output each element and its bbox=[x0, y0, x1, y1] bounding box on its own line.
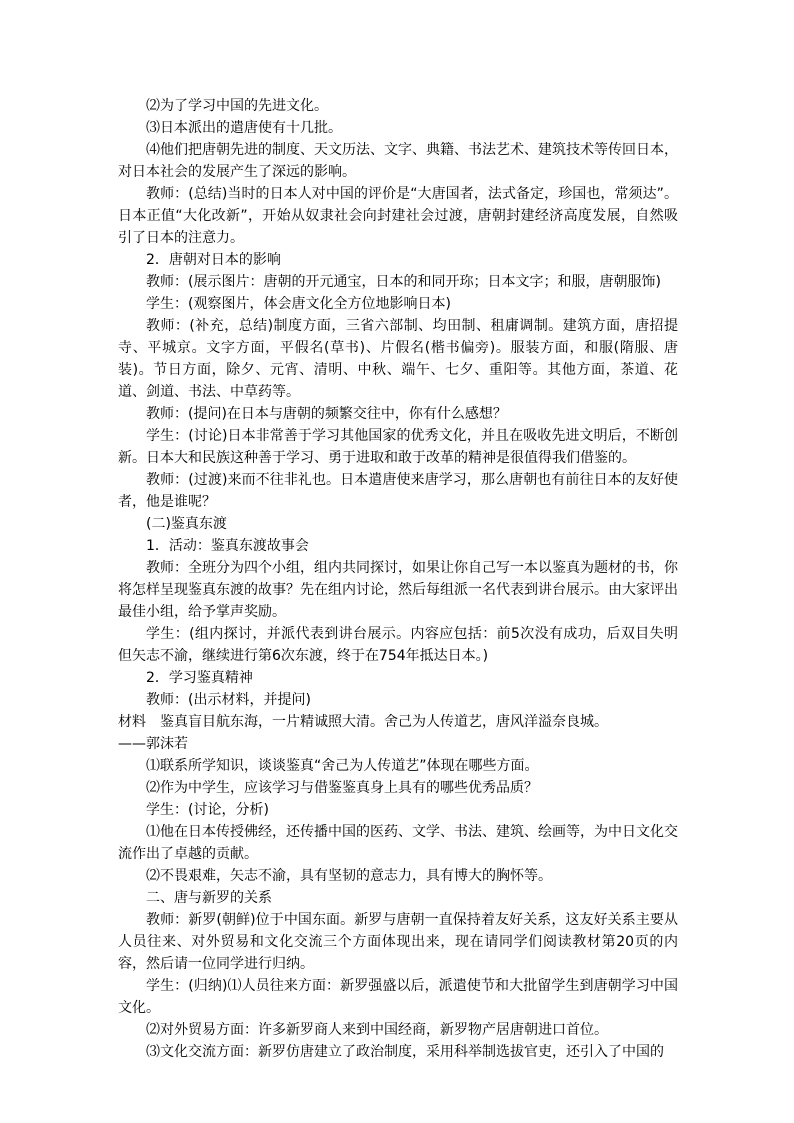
paragraph: 学生：(讨论)日本非常善于学习其他国家的优秀文化，并且在吸收先进文明后，不断创新。日本大和民族这种善于学习、勇于进取和敢于改革的精神是很值得我们借鉴的。 bbox=[118, 428, 678, 466]
section-heading: 2．学习鉴真精神 bbox=[146, 670, 253, 686]
material-quote: 材料 鉴真盲目航东海，一片精诚照大清。舍己为人传道艺，唐风洋溢奈良城。 bbox=[118, 714, 608, 730]
paragraph: ⑶日本派出的遣唐使有十几批。 bbox=[146, 120, 342, 136]
paragraph: 教师：(提问)在日本与唐朝的频繁交往中，你有什么感想？ bbox=[146, 406, 507, 422]
paragraph: 教师：全班分为四个小组，组内共同探讨，如果让你自己写一本以鉴真为题材的书，你将怎样呈现鉴真东渡的故事？先在组内讨论，然后每组派一名代表到讲台展示。由大家评出最佳小组，给予掌声奖励。 bbox=[118, 560, 678, 620]
paragraph: 学生：(讨论，分析) bbox=[146, 802, 269, 818]
paragraph: 教师：(补充，总结)制度方面，三省六部制、均田制、租庸调制。建筑方面，唐招提寺、平城京。文字方面，平假名(草书)、片假名(楷书偏旁)。服装方面，和服(隋服、唐装)。节日方面，除夕、元宵、清明、中秋、端午、七夕、重阳等。其他方面，茶道、花道、剑道、书法、中草药等。 bbox=[118, 318, 678, 400]
paragraph: ⑶文化交流方面：新罗仿唐建立了政治制度，采用科举制选拔官吏，还引入了中国的 bbox=[146, 1044, 664, 1060]
paragraph: ⑷他们把唐朝先进的制度、天文历法、文字、典籍、书法艺术、建筑技术等传回日本，对日本社会的发展产生了深远的影响。 bbox=[118, 142, 678, 180]
paragraph: ⑴他在日本传授佛经，还传播中国的医药、文学、书法、建筑、绘画等，为中日文化交流作出了卓越的贡献。 bbox=[118, 824, 678, 862]
paragraph: ⑵为了学习中国的先进文化。 bbox=[146, 98, 328, 114]
paragraph: 教师：(总结)当时的日本人对中国的评价是“大唐国者，法式备定，珍国也，常须达”。日本正值“大化改新”，开始从奴隶社会向封建社会过渡，唐朝封建经济高度发展，自然吸引了日本的注意力。 bbox=[118, 186, 678, 246]
paragraph: 教师：(过渡)来而不往非礼也。日本遣唐使来唐学习，那么唐朝也有前往日本的友好使者，他是谁呢？ bbox=[118, 472, 678, 510]
paragraph: 教师：(展示图片：唐朝的开元通宝，日本的和同开珎；日本文字；和服，唐朝服饰) bbox=[146, 274, 661, 290]
section-heading: (二)鉴真东渡 bbox=[146, 516, 227, 532]
document-body bbox=[118, 95, 678, 1063]
paragraph: ⑴联系所学知识，谈谈鉴真“舍己为人传道艺”体现在哪些方面。 bbox=[146, 758, 539, 774]
section-heading: 2．唐朝对日本的影响 bbox=[146, 252, 281, 268]
paragraph: ⑵作为中学生，应该学习与借鉴鉴真身上具有的哪些优秀品质？ bbox=[146, 780, 538, 796]
paragraph: 教师：新罗(朝鲜)位于中国东面。新罗与唐朝一直保持着友好关系，这友好关系主要从人员往来、对外贸易和文化交流三个方面体现出来，现在请同学们阅读教材第20页的内容，然后请一位同学进行归纳。 bbox=[118, 912, 678, 972]
section-heading: 二、唐与新罗的关系 bbox=[146, 890, 272, 906]
paragraph: 学生：(组内探讨，并派代表到讲台展示。内容应包括：前5次没有成功，后双目失明但矢志不渝，继续进行第6次东渡，终于在754年抵达日本。) bbox=[118, 626, 678, 664]
quote-attribution: ——郭沫若 bbox=[118, 736, 188, 752]
section-heading: 1．活动：鉴真东渡故事会 bbox=[146, 538, 309, 554]
paragraph: 教师：(出示材料，并提问) bbox=[146, 692, 311, 708]
paragraph: ⑵对外贸易方面：许多新罗商人来到中国经商，新罗物产居唐朝进口首位。 bbox=[146, 1022, 608, 1038]
paragraph: ⑵不畏艰难，矢志不渝，具有坚韧的意志力，具有博大的胸怀等。 bbox=[146, 868, 552, 884]
paragraph: 学生：(归纳)⑴人员往来方面：新罗强盛以后，派遣使节和大批留学生到唐朝学习中国文化。 bbox=[118, 978, 678, 1016]
paragraph: 学生：(观察图片，体会唐文化全方位地影响日本) bbox=[146, 296, 451, 312]
